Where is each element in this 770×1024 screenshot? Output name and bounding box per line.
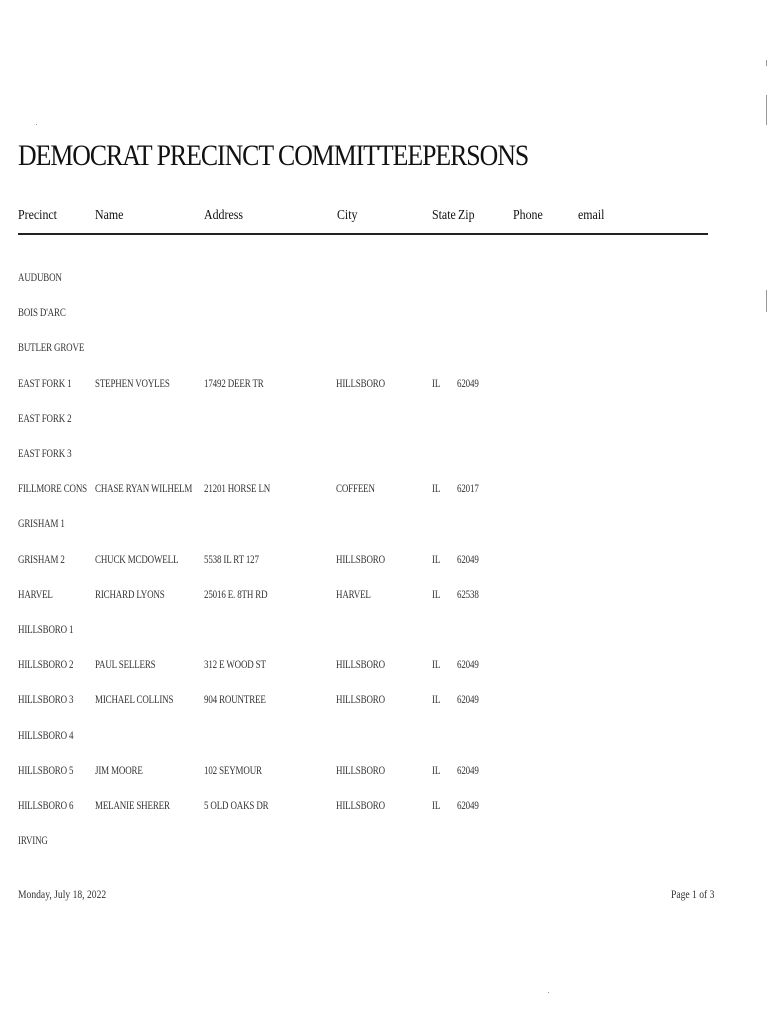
cell-zip: 62538 <box>457 589 479 601</box>
table-row <box>0 835 770 855</box>
cell-name: RICHARD LYONS <box>95 589 165 601</box>
cell-name: CHASE RYAN WILHELM <box>95 483 193 495</box>
cell-city: HILLSBORO <box>336 659 385 671</box>
cell-state: IL <box>432 554 441 566</box>
cell-name: STEPHEN VOYLES <box>95 378 170 390</box>
cell-name: PAUL SELLERS <box>95 659 156 671</box>
cell-precinct: BUTLER GROVE <box>18 342 85 354</box>
table-row <box>0 589 770 609</box>
cell-state: IL <box>432 694 441 706</box>
cell-name: JIM MOORE <box>95 765 143 777</box>
footer-date: Monday, July 18, 2022 <box>18 887 107 901</box>
table-row <box>0 659 770 679</box>
cell-precinct: HILLSBORO 4 <box>18 730 74 742</box>
cell-state: IL <box>432 765 441 777</box>
report-title: DEMOCRAT PRECINCT COMMITTEEPERSONS <box>18 139 529 172</box>
scan-speck <box>36 124 37 125</box>
cell-zip: 62017 <box>457 483 479 495</box>
table-row <box>0 518 770 538</box>
cell-city: HILLSBORO <box>336 765 385 777</box>
cell-precinct: HILLSBORO 3 <box>18 694 74 706</box>
table-row <box>0 730 770 750</box>
footer-page-number: Page 1 of 3 <box>671 887 715 901</box>
table-row <box>0 554 770 574</box>
cell-state: IL <box>432 483 441 495</box>
cell-zip: 62049 <box>457 694 479 706</box>
cell-zip: 62049 <box>457 378 479 390</box>
cell-precinct: EAST FORK 3 <box>18 448 72 460</box>
cell-city: HILLSBORO <box>336 800 385 812</box>
cell-name: MELANIE SHERER <box>95 800 170 812</box>
table-row <box>0 378 770 398</box>
cell-state: IL <box>432 800 441 812</box>
cell-precinct: HILLSBORO 2 <box>18 659 74 671</box>
column-header-address: Address <box>204 208 244 223</box>
cell-city: COFFEEN <box>336 483 375 495</box>
cell-name: MICHAEL COLLINS <box>95 694 174 706</box>
cell-zip: 62049 <box>457 765 479 777</box>
scan-speck <box>766 60 767 66</box>
cell-address: 312 E WOOD ST <box>204 659 266 671</box>
cell-precinct: EAST FORK 1 <box>18 378 72 390</box>
scan-speck <box>548 992 549 993</box>
cell-precinct: HILLSBORO 1 <box>18 624 74 636</box>
column-header-email: email <box>578 208 605 223</box>
cell-precinct: IRVING <box>18 835 48 847</box>
column-header-phone: Phone <box>513 208 543 223</box>
scan-speck <box>766 95 767 125</box>
cell-address: 17492 DEER TR <box>204 378 264 390</box>
cell-precinct: BOIS D'ARC <box>18 307 66 319</box>
table-row <box>0 765 770 785</box>
cell-zip: 62049 <box>457 659 479 671</box>
cell-city: HILLSBORO <box>336 378 385 390</box>
table-row <box>0 413 770 433</box>
cell-precinct: HILLSBORO 6 <box>18 800 74 812</box>
cell-precinct: AUDUBON <box>18 272 62 284</box>
cell-address: 21201 HORSE LN <box>204 483 271 495</box>
cell-precinct: EAST FORK 2 <box>18 413 72 425</box>
cell-zip: 62049 <box>457 554 479 566</box>
table-row <box>0 272 770 292</box>
cell-precinct: HARVEL <box>18 589 53 601</box>
table-row <box>0 342 770 362</box>
scan-speck <box>766 290 767 312</box>
cell-address: 5 OLD OAKS DR <box>204 800 269 812</box>
cell-city: HILLSBORO <box>336 554 385 566</box>
cell-name: CHUCK MCDOWELL <box>95 554 179 566</box>
header-rule <box>18 233 708 235</box>
cell-precinct: GRISHAM 1 <box>18 518 65 530</box>
cell-precinct: HILLSBORO 5 <box>18 765 74 777</box>
table-row <box>0 448 770 468</box>
cell-precinct: FILLMORE CONS <box>18 483 87 495</box>
cell-state: IL <box>432 378 441 390</box>
cell-address: 5538 IL RT 127 <box>204 554 259 566</box>
cell-address: 102 SEYMOUR <box>204 765 262 777</box>
column-header-name: Name <box>95 208 124 223</box>
column-header-zip: Zip <box>458 208 475 223</box>
column-header-precinct: Precinct <box>18 208 57 223</box>
table-row <box>0 624 770 644</box>
column-header-city: City <box>337 208 358 223</box>
cell-state: IL <box>432 659 441 671</box>
cell-address: 25016 E. 8TH RD <box>204 589 268 601</box>
cell-zip: 62049 <box>457 800 479 812</box>
table-row <box>0 694 770 714</box>
table-row <box>0 483 770 503</box>
column-header-state: State <box>432 208 456 223</box>
cell-precinct: GRISHAM 2 <box>18 554 65 566</box>
table-row <box>0 307 770 327</box>
cell-state: IL <box>432 589 441 601</box>
cell-city: HARVEL <box>336 589 371 601</box>
cell-address: 904 ROUNTREE <box>204 694 266 706</box>
table-row <box>0 800 770 820</box>
cell-city: HILLSBORO <box>336 694 385 706</box>
